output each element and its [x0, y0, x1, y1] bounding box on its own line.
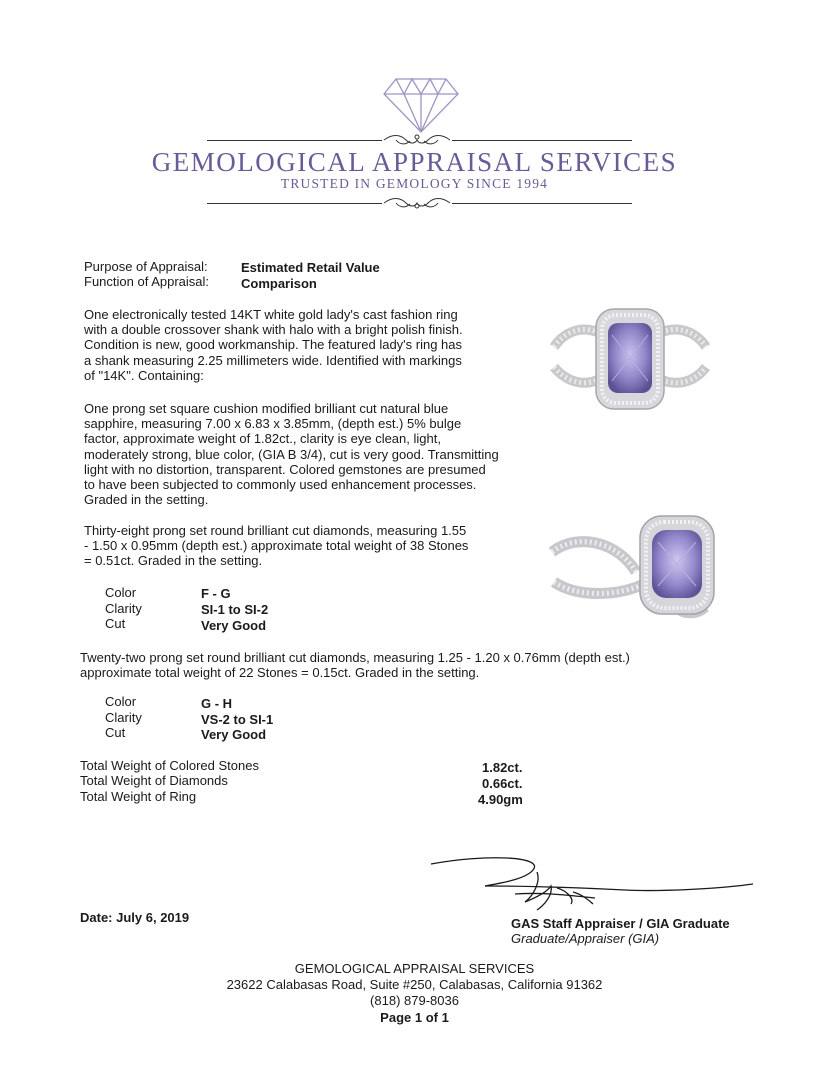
- signature-title: GAS Staff Appraiser / GIA Graduate: [511, 916, 730, 931]
- header-top-rule-right: [452, 140, 632, 141]
- page-number: Page 1 of 1: [380, 1010, 449, 1025]
- function-value: Comparison: [241, 276, 317, 291]
- total-label: Total Weight of Diamonds: [80, 773, 228, 788]
- grade-label: Color: [105, 585, 137, 600]
- flourish-ornament-icon: [382, 195, 452, 211]
- grade-label: Clarity: [105, 710, 142, 725]
- company-tagline: TRUSTED IN GEMOLOGY SINCE 1994: [280, 176, 549, 191]
- total-label: Total Weight of Colored Stones: [80, 758, 259, 773]
- header-bottom-rule: [207, 203, 382, 204]
- grade-label: Cut: [105, 616, 126, 631]
- flourish-ornament-icon: [382, 132, 452, 148]
- grade-value: SI-1 to SI-2: [201, 602, 269, 617]
- appraiser-signature: [425, 852, 755, 914]
- grade-value: G - H: [201, 696, 233, 711]
- appraisal-date: Date: July 6, 2019: [80, 910, 190, 925]
- total-value: 1.82ct.: [482, 760, 523, 775]
- grade-value: Very Good: [201, 727, 267, 742]
- ring-description: One electronically tested 14KT white gold lady's cast fashion ring with a double crossover shank with halo with a bright polish finish. Condition is new, good workmanship. The featured lady's ring has a shank measuring 2.25 millimeters wide. Identified with markings of "14K". Containing:: [84, 307, 463, 383]
- footer-company: GEMOLOGICAL APPRAISAL SERVICES: [294, 961, 535, 976]
- diamonds-description-1: Thirty-eight prong set round brilliant cut diamonds, measuring 1.55 - 1.50 x 0.95mm (depth est.) approximate total weight of 38 Stones = 0.51ct. Graded in the setting.: [84, 523, 469, 569]
- header-top-rule: [207, 140, 382, 141]
- signature-subtitle: Graduate/Appraiser (GIA): [511, 931, 660, 946]
- center-stone-description: One prong set square cushion modified brilliant cut natural blue sapphire, measuring 7.00 x 6.83 x 3.85mm, (depth est.) 5% bulge factor, approximate weight of 1.82ct., clarity is eye clean, light, moderately strong, blue color, (GIA B 3/4), cut is very good. Transmitting light with no distortion, transparent. Colored gemstones are presumed to have been subjected to commonly used enhancement processes. Graded in the setting.: [84, 401, 499, 508]
- ring-photo-bottom: [548, 512, 720, 624]
- grade-label: Cut: [105, 725, 126, 740]
- diamonds-description-2: Twenty-two prong set round brilliant cut diamonds, measuring 1.25 - 1.20 x 0.76mm (depth est.) approximate total weight of 22 Stones = 0.15ct. Graded in the setting.: [80, 650, 630, 681]
- grade-value: F - G: [201, 586, 231, 601]
- total-value: 4.90gm: [478, 792, 523, 807]
- purpose-value: Estimated Retail Value: [241, 260, 380, 275]
- ring-photo-top: [550, 305, 710, 410]
- footer-address: 23622 Calabasas Road, Suite #250, Calabasas, California 91362: [226, 977, 603, 992]
- grade-value: Very Good: [201, 618, 267, 633]
- total-label: Total Weight of Ring: [80, 789, 197, 804]
- grade-label: Clarity: [105, 601, 142, 616]
- total-value: 0.66ct.: [482, 776, 523, 791]
- header-bottom-rule-right: [452, 203, 632, 204]
- function-label: Function of Appraisal:: [84, 274, 210, 289]
- company-name-logo: GEMOLOGICAL APPRAISAL SERVICES: [151, 147, 678, 177]
- footer-phone: (818) 879-8036: [370, 993, 459, 1008]
- grade-value: VS-2 to SI-1: [201, 712, 274, 727]
- diamond-icon: [382, 76, 460, 134]
- grade-label: Color: [105, 694, 137, 709]
- purpose-label: Purpose of Appraisal:: [84, 259, 208, 274]
